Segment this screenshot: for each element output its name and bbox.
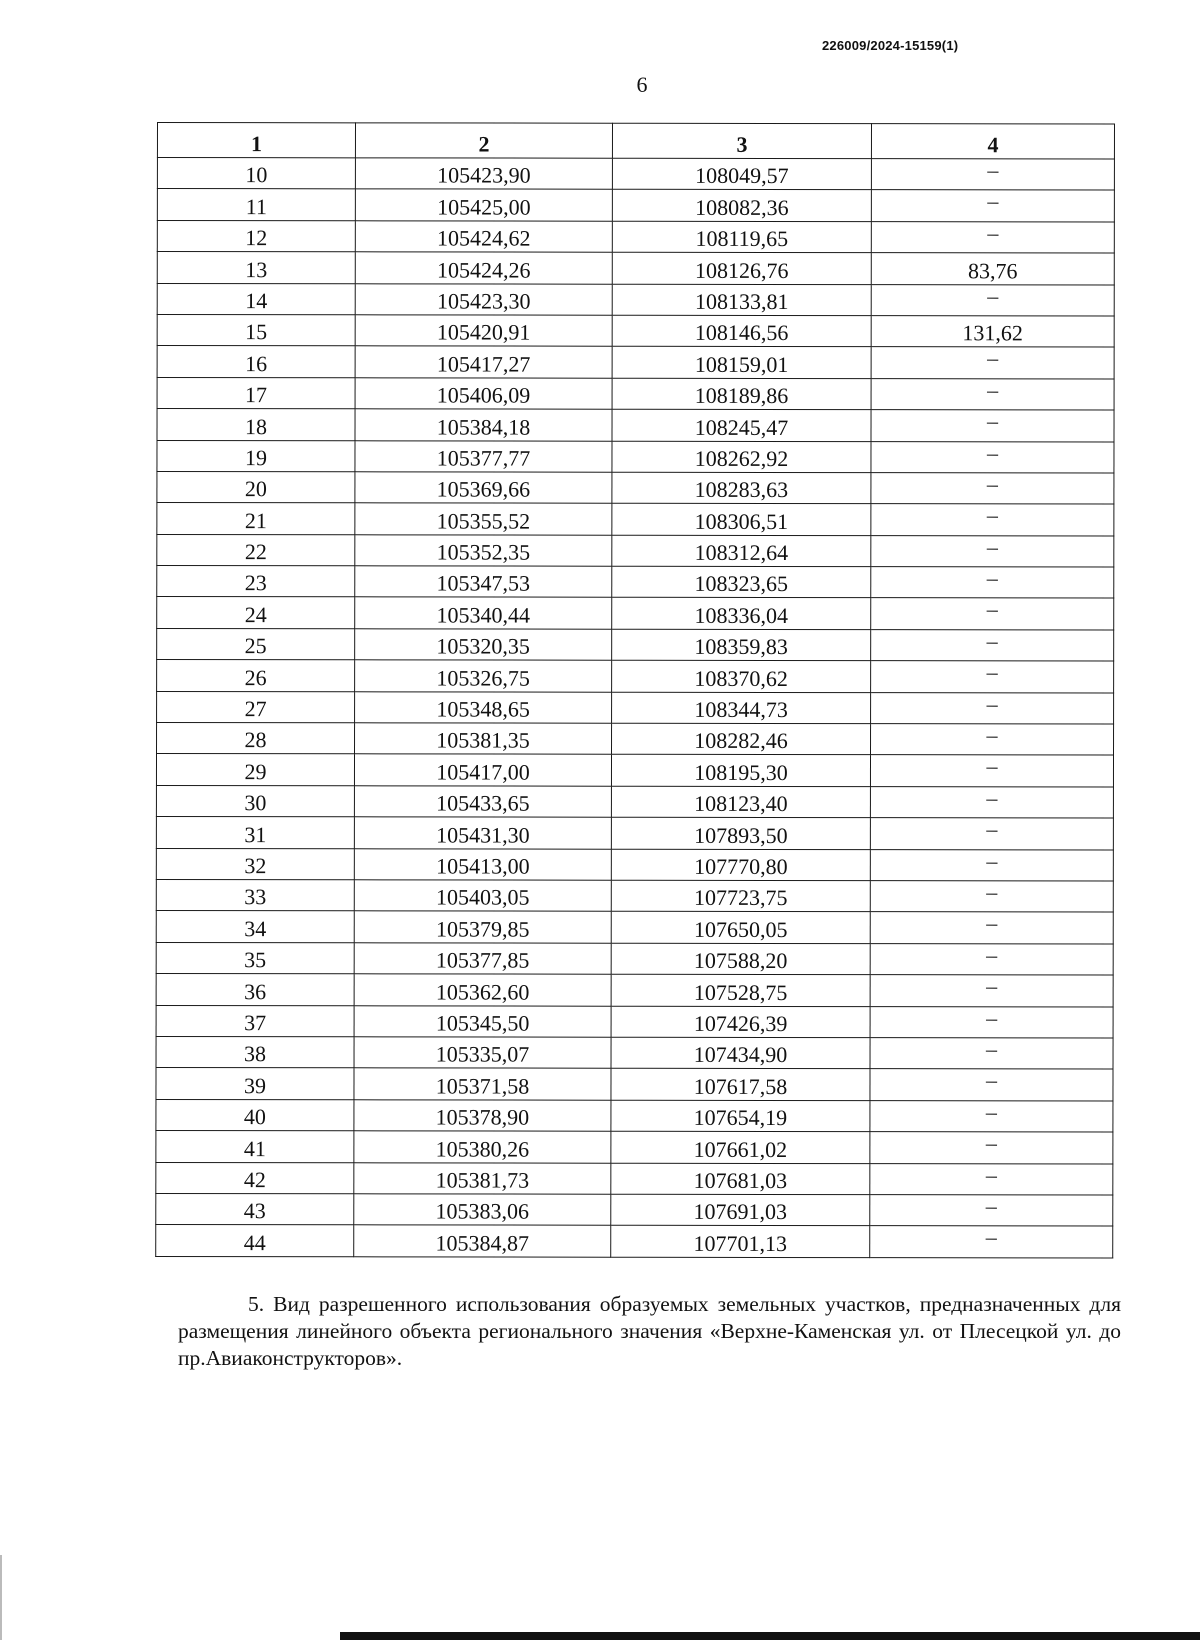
table-row: [157, 158, 1114, 191]
table-row: [157, 628, 1114, 661]
distance-cell: –: [871, 347, 1114, 379]
distance-cell: –: [870, 1006, 1113, 1038]
point-number-cell: 33: [156, 879, 354, 911]
table-row: [156, 879, 1113, 912]
table-header-row: [157, 123, 1114, 160]
table-row: [157, 503, 1114, 536]
point-number-cell: 32: [156, 848, 354, 880]
point-number-cell: 40: [156, 1099, 354, 1131]
distance-cell: –: [870, 1038, 1113, 1070]
table-row: [157, 660, 1114, 693]
table-row: [156, 942, 1113, 975]
distance-cell: –: [870, 1132, 1113, 1164]
y-coordinate-cell: 108370,62: [612, 660, 871, 692]
x-coordinate-cell: 105381,73: [354, 1162, 611, 1194]
distance-cell: –: [870, 881, 1113, 913]
x-coordinate-cell: 105326,75: [355, 660, 612, 692]
point-number-cell: 44: [156, 1225, 354, 1257]
x-coordinate-cell: 105424,26: [355, 252, 612, 284]
distance-cell: –: [871, 221, 1114, 253]
point-number-cell: 34: [156, 911, 354, 943]
point-number-cell: 38: [156, 1036, 354, 1068]
y-coordinate-cell: 108359,83: [612, 629, 871, 661]
point-number-cell: 28: [157, 723, 355, 755]
x-coordinate-cell: 105335,07: [354, 1037, 611, 1069]
distance-cell: –: [871, 567, 1114, 599]
point-number-cell: 37: [156, 1005, 354, 1037]
table-body: [156, 158, 1115, 1258]
distance-cell: –: [870, 975, 1113, 1007]
point-number-cell: 30: [156, 785, 354, 817]
point-number-cell: 42: [156, 1162, 354, 1194]
point-number-cell: 17: [157, 377, 355, 409]
x-coordinate-cell: 105377,77: [355, 440, 612, 472]
y-coordinate-cell: 108123,40: [611, 786, 870, 818]
point-number-cell: 41: [156, 1131, 354, 1163]
point-number-cell: 10: [157, 158, 355, 190]
distance-cell: –: [871, 692, 1114, 724]
x-coordinate-cell: 105417,00: [354, 754, 611, 786]
document-id: 226009/2024-15159(1): [822, 38, 959, 53]
coordinates-table: [155, 122, 1115, 1258]
y-coordinate-cell: 108282,46: [612, 723, 871, 755]
left-scan-edge: [0, 1555, 2, 1640]
point-number-cell: 11: [157, 189, 355, 221]
y-coordinate-cell: 108306,51: [612, 504, 871, 536]
table-row: [157, 409, 1114, 442]
point-number-cell: 23: [157, 566, 355, 598]
distance-cell: –: [870, 1195, 1113, 1227]
x-coordinate-cell: 105403,05: [354, 880, 611, 912]
x-coordinate-cell: 105431,30: [354, 817, 611, 849]
x-coordinate-cell: 105384,18: [355, 409, 612, 441]
table-row: [157, 283, 1114, 316]
distance-cell: –: [870, 818, 1113, 850]
y-coordinate-cell: 107588,20: [611, 943, 870, 975]
x-coordinate-cell: 105384,87: [354, 1225, 611, 1257]
table-row: [156, 785, 1113, 818]
distance-cell: –: [871, 535, 1114, 567]
point-number-cell: 35: [156, 942, 354, 974]
x-coordinate-cell: 105348,65: [355, 691, 612, 723]
point-number-cell: 14: [157, 283, 355, 315]
x-coordinate-cell: 105433,65: [354, 786, 611, 818]
distance-cell: –: [871, 724, 1114, 756]
distance-cell: –: [871, 473, 1114, 505]
point-number-cell: 15: [157, 314, 355, 346]
table-row: [156, 1005, 1113, 1038]
y-coordinate-cell: 108126,76: [612, 252, 871, 284]
distance-cell: –: [871, 441, 1114, 473]
x-coordinate-cell: 105424,62: [355, 221, 612, 253]
x-coordinate-cell: 105379,85: [354, 911, 611, 943]
x-coordinate-cell: 105340,44: [355, 597, 612, 629]
y-coordinate-cell: 108312,64: [612, 535, 871, 567]
point-number-cell: 24: [157, 597, 355, 629]
y-coordinate-cell: 107893,50: [611, 817, 870, 849]
table-row: [156, 1162, 1113, 1195]
header-cell-4: 4: [871, 124, 1114, 159]
y-coordinate-cell: 108049,57: [612, 158, 871, 190]
y-coordinate-cell: 107617,58: [611, 1069, 870, 1101]
point-number-cell: 26: [157, 660, 355, 692]
distance-cell: –: [871, 410, 1114, 442]
point-number-cell: 20: [157, 471, 355, 503]
table-row: [157, 346, 1114, 379]
table-row: [157, 691, 1114, 724]
point-number-cell: 25: [157, 628, 355, 660]
y-coordinate-cell: 108119,65: [612, 221, 871, 253]
x-coordinate-cell: 105423,90: [355, 158, 612, 190]
table-row: [157, 377, 1114, 410]
x-coordinate-cell: 105425,00: [355, 189, 612, 221]
y-coordinate-cell: 108189,86: [612, 378, 871, 410]
table-row: [156, 1068, 1113, 1101]
distance-cell: –: [870, 1163, 1113, 1195]
distance-cell: –: [871, 661, 1114, 693]
x-coordinate-cell: 105380,26: [354, 1131, 611, 1163]
paragraph-5: [178, 1291, 1121, 1372]
table-row: [156, 974, 1113, 1007]
point-number-cell: 39: [156, 1068, 354, 1100]
point-number-cell: 13: [157, 252, 355, 284]
y-coordinate-cell: 107434,90: [611, 1037, 870, 1069]
y-coordinate-cell: 108159,01: [612, 347, 871, 379]
distance-cell: –: [870, 1069, 1113, 1101]
y-coordinate-cell: 108245,47: [612, 409, 871, 441]
x-coordinate-cell: 105369,66: [355, 472, 612, 504]
distance-cell: –: [871, 159, 1114, 191]
x-coordinate-cell: 105378,90: [354, 1100, 611, 1132]
x-coordinate-cell: 105383,06: [354, 1194, 611, 1226]
page-number: 6: [636, 72, 648, 97]
x-coordinate-cell: 105377,85: [354, 943, 611, 975]
table-row: [157, 440, 1114, 473]
table-row: [156, 1036, 1113, 1069]
y-coordinate-cell: 107661,02: [611, 1131, 870, 1163]
table-row: [156, 848, 1113, 881]
distance-cell: –: [871, 504, 1114, 536]
table-row: [157, 723, 1114, 756]
table-row: [156, 1225, 1113, 1258]
header-cell-2: 2: [355, 123, 612, 158]
y-coordinate-cell: 108283,63: [612, 472, 871, 504]
y-coordinate-cell: 107528,75: [611, 974, 870, 1006]
y-coordinate-cell: 108323,65: [612, 566, 871, 598]
point-number-cell: 21: [157, 503, 355, 535]
y-coordinate-cell: 107770,80: [611, 849, 870, 881]
table-row: [156, 817, 1113, 850]
bottom-scan-border: [340, 1632, 1200, 1640]
table-row: [157, 220, 1114, 253]
table-row: [156, 1131, 1113, 1164]
x-coordinate-cell: 105406,09: [355, 378, 612, 410]
table-row: [156, 911, 1113, 944]
x-coordinate-cell: 105413,00: [354, 848, 611, 880]
x-coordinate-cell: 105347,53: [355, 566, 612, 598]
point-number-cell: 27: [157, 691, 355, 723]
x-coordinate-cell: 105362,60: [354, 974, 611, 1006]
y-coordinate-cell: 108146,56: [612, 315, 871, 347]
table-row: [156, 1099, 1113, 1132]
y-coordinate-cell: 107691,03: [611, 1194, 870, 1226]
y-coordinate-cell: 108336,04: [612, 598, 871, 630]
distance-cell: –: [871, 190, 1114, 222]
y-coordinate-cell: 108262,92: [612, 441, 871, 473]
x-coordinate-cell: 105352,35: [355, 534, 612, 566]
x-coordinate-cell: 105423,30: [355, 283, 612, 315]
table-row: [156, 1193, 1113, 1226]
distance-cell: 131,62: [871, 316, 1114, 348]
y-coordinate-cell: 108082,36: [612, 190, 871, 222]
distance-cell: –: [871, 378, 1114, 410]
table-row: [157, 534, 1114, 567]
x-coordinate-cell: 105420,91: [355, 315, 612, 347]
y-coordinate-cell: 107654,19: [611, 1100, 870, 1132]
table-row: [157, 252, 1114, 285]
point-number-cell: 16: [157, 346, 355, 378]
y-coordinate-cell: 108195,30: [611, 755, 870, 787]
distance-cell: –: [871, 284, 1114, 316]
x-coordinate-cell: 105345,50: [354, 1005, 611, 1037]
distance-cell: –: [870, 755, 1113, 787]
point-number-cell: 22: [157, 534, 355, 566]
y-coordinate-cell: 107723,75: [611, 880, 870, 912]
point-number-cell: 31: [156, 817, 354, 849]
header-cell-3: 3: [612, 123, 871, 158]
x-coordinate-cell: 105381,35: [355, 723, 612, 755]
y-coordinate-cell: 108133,81: [612, 284, 871, 316]
table-row: [157, 566, 1114, 599]
y-coordinate-cell: 107701,13: [611, 1225, 870, 1257]
distance-cell: –: [870, 849, 1113, 881]
table-row: [157, 597, 1114, 630]
table-row: [157, 189, 1114, 222]
distance-cell: –: [871, 629, 1114, 661]
point-number-cell: 36: [156, 974, 354, 1006]
y-coordinate-cell: 107650,05: [611, 912, 870, 944]
distance-cell: –: [870, 1100, 1113, 1132]
distance-cell: –: [871, 598, 1114, 630]
table-row: [157, 471, 1114, 504]
table-row: [157, 314, 1114, 347]
y-coordinate-cell: 107426,39: [611, 1006, 870, 1038]
distance-cell: –: [870, 786, 1113, 818]
y-coordinate-cell: 108344,73: [612, 692, 871, 724]
x-coordinate-cell: 105417,27: [355, 346, 612, 378]
point-number-cell: 18: [157, 409, 355, 441]
y-coordinate-cell: 107681,03: [611, 1163, 870, 1195]
header-cell-1: 1: [157, 123, 355, 158]
paragraph-text: 5. Вид разрешенного использования образуемых земельных участков, предназначенных для размещения линейного объекта регионального значения «Верхне-Каменская ул. от Плесецкой ул. до пр.Авиаконструкторов».: [178, 1292, 1121, 1370]
point-number-cell: 29: [156, 754, 354, 786]
point-number-cell: 12: [157, 220, 355, 252]
distance-cell: –: [870, 912, 1113, 944]
distance-cell: 83,76: [871, 253, 1114, 285]
table-row: [156, 754, 1113, 787]
x-coordinate-cell: 105320,35: [355, 629, 612, 661]
point-number-cell: 19: [157, 440, 355, 472]
point-number-cell: 43: [156, 1193, 354, 1225]
x-coordinate-cell: 105371,58: [354, 1068, 611, 1100]
x-coordinate-cell: 105355,52: [355, 503, 612, 535]
distance-cell: –: [870, 943, 1113, 975]
distance-cell: –: [870, 1226, 1113, 1258]
